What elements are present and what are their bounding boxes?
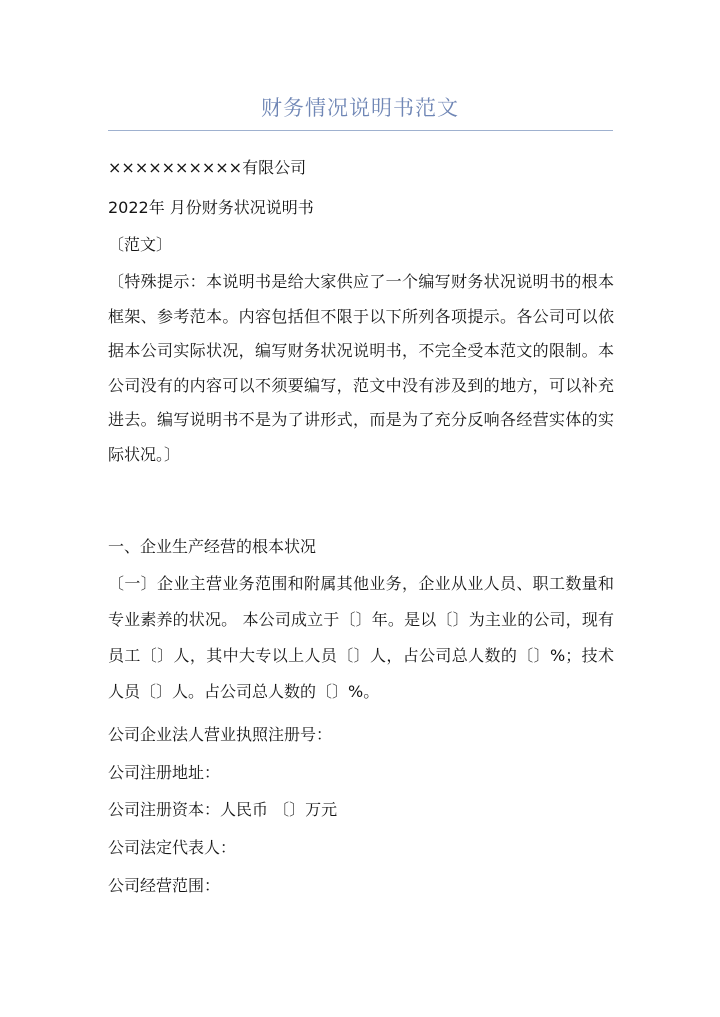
- registered-address-field: 公司注册地址：: [108, 763, 221, 782]
- template-note: 〔范文〕: [108, 235, 173, 254]
- section-1-heading: 一、企业生产经营的根本状况: [108, 537, 317, 556]
- company-name-line: ××××××××××有限公司: [108, 158, 307, 177]
- report-title-line: 2022年 月份财务状况说明书: [108, 198, 314, 217]
- legal-representative-field: 公司法定代表人：: [108, 838, 237, 857]
- document-title: 财务情况说明书范文: [261, 96, 459, 120]
- title-divider: [108, 130, 613, 131]
- registered-capital-field: 公司注册资本：人民币 〔〕万元: [108, 800, 338, 819]
- section-1-paragraph: 〔一〕企业主营业务范围和附属其他业务，企业从业人员、职工数量和专业素养的状况。 本公司成立于〔〕年。是以〔〕为主业的公司，现有员工〔〕人，其中大专以上人员〔〕人，占公司总人数的〔〕%；技术人员〔〕人。占公司总人数的〔〕%。: [108, 574, 614, 701]
- business-scope-field: 公司经营范围：: [108, 876, 221, 895]
- license-number-field: 公司企业法人营业执照注册号：: [108, 725, 333, 744]
- special-tip-paragraph: 〔特殊提示：本说明书是给大家供应了一个编写财务状况说明书的根本框架、参考范本。内容包括但不限于以下所列各项提示。各公司可以依据本公司实际状况，编写财务状况说明书，不完全受本范文的限制。本公司没有的内容可以不须要编写，范文中没有涉及到的地方，可以补充进去。编写说明书不是为了讲形式，而是为了充分反响各经营实体的实际状况。〕: [108, 272, 614, 464]
